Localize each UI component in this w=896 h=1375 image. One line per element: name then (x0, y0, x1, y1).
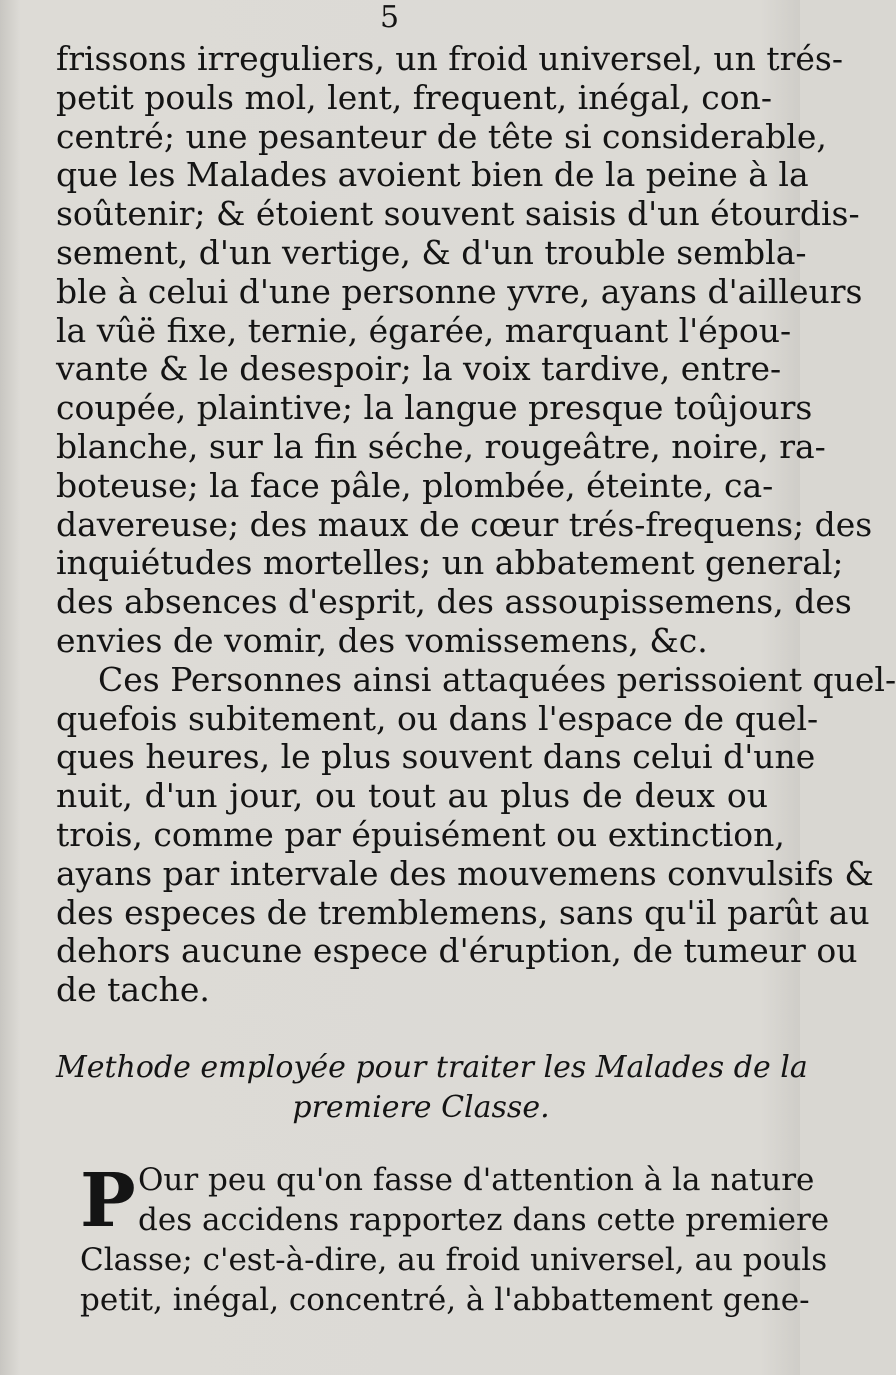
text-line: boteuse; la face pâle, plombée, éteinte, ca- (56, 465, 774, 505)
heading-line: Methode employée pour traiter les Malades de la (56, 1050, 808, 1085)
text-line: ques heures, le plus souvent dans celui d'une (56, 737, 816, 777)
text-line: des especes de tremblemens, sans qu'il parût au (56, 892, 870, 932)
text-line: de tache. (56, 970, 210, 1010)
text-line: dehors aucune espece d'éruption, de tumeur ou (56, 931, 858, 971)
body-text (56, 39, 896, 1010)
text-line: la vûë fixe, ternie, égarée, marquant l'épou- (56, 310, 792, 350)
text-line: petit, inégal, concentré, à l'abbattement gene- (80, 1282, 810, 1318)
paragraph-with-dropcap (80, 1158, 830, 1320)
text-line: trois, comme par épuisément ou extinction, (56, 814, 785, 854)
text-line: frissons irreguliers, un froid universel, un trés- (56, 39, 843, 78)
text-line: que les Malades avoient bien de la peine à la (56, 155, 809, 195)
text-line: ayans par intervale des mouvemens convulsifs & (56, 853, 874, 893)
text-line: Ces Personnes ainsi attaquées perissoient quel- (98, 659, 896, 699)
text-line: envies de vomir, des vomissemens, &c. (56, 620, 708, 660)
text-line: coupée, plaintive; la langue presque toûjours (56, 388, 813, 428)
text-line: Classe; c'est-à-dire, au froid universel, au pouls (80, 1242, 828, 1278)
text-line: quefois subitement, ou dans l'espace de quel- (56, 698, 819, 738)
section-heading (56, 1048, 808, 1128)
text-line: sement, d'un vertige, & d'un trouble sembla- (56, 232, 807, 272)
text-line: petit pouls mol, lent, frequent, inégal, con- (56, 77, 773, 117)
text-line: nuit, d'un jour, ou tout au plus de deux ou (56, 776, 768, 816)
text-line: blanche, sur la fin séche, rougeâtre, noire, ra- (56, 426, 826, 466)
heading-line: premiere Classe. (292, 1090, 550, 1125)
text-line: soûtenir; & étoient souvent saisis d'un étourdis- (56, 194, 860, 234)
text-line: Our peu qu'on fasse d'attention à la nature (138, 1162, 815, 1198)
text-line: vante & le desespoir; la voix tardive, entre- (56, 349, 782, 389)
text-line: des absences d'esprit, des assoupissemens, des (56, 582, 852, 622)
text-line: inquiétudes mortelles; un abbatement general; (56, 543, 844, 583)
drop-cap: P (80, 1158, 136, 1244)
page-number: 5 (380, 0, 400, 35)
text-line: des accidens rapportez dans cette premiere (138, 1202, 830, 1238)
text-line: centré; une pesanteur de tête si considerable, (56, 116, 827, 156)
text-line: ble à celui d'une personne yvre, ayans d'ailleurs (56, 271, 863, 311)
text-line: davereuse; des maux de cœur trés-frequens; des (56, 504, 873, 544)
